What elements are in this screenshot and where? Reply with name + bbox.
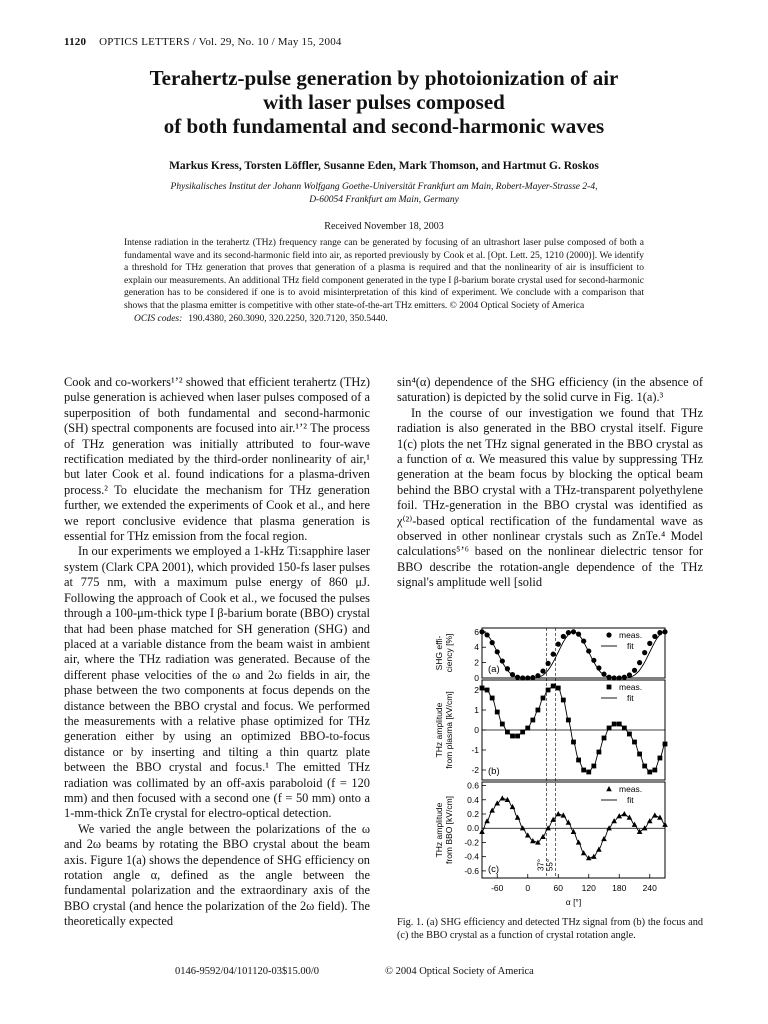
data-point: [495, 710, 500, 715]
data-point: [612, 722, 617, 727]
data-point: [591, 764, 596, 769]
abstract-text: Intense radiation in the terahertz (THz) frequency range can be generated by focusing of an ultrashort laser pulse composed of both a fundamental wave and its second-harmonic field into air, as reported previously by Cook et al. [Opt. Lett. 25, 1210 (2000)]. We identify a threshold for THz generation that proves that generation of a plasma is required and that the nonlinearity of air is insufficient to explain our measurements. An additional THz field component generated in the type I β-barium borate crystal used for second-harmonic generation has to be considered if one is to avoid misinterpretation of this kind of experiment. We conclude with a comparison that shows that the plasma emitter is competitive with other state-of-the-art THz emitters. © 2004 Optical Society of America: [124, 238, 644, 311]
data-point: [622, 811, 628, 816]
data-point: [536, 708, 541, 713]
data-point: [480, 686, 485, 691]
data-point: [652, 812, 658, 817]
y-axis-label: from plasma [kV/cm]: [444, 691, 454, 769]
legend-marker: [607, 685, 612, 690]
affiliation-line: Physikalisches Institut der Johann Wolfgang Goethe-Universität Frankfurt am Main, Robert-Mayer-Strasse 2-4,: [170, 182, 598, 192]
data-point: [617, 722, 622, 727]
data-point: [657, 630, 662, 635]
data-point: [515, 675, 520, 680]
paragraph: Cook and co-workers¹ʼ² showed that efficient terahertz (THz) pulse generation is achieved when laser pulses composed of a superposition of both fundamental and second-harmonic (SH) spectral components are focused into air.¹ʼ² The process of THz generation was initially attributed to four-wave rectification mediated by the third-order nonlinearity of air,¹ but later Cook et al. found indications for a plasma-driven process.² To elucidate the mechanism for THz generation further, we extended the experiments of Cook et al., and here we report conclusive evidence that plasma generation is essential for THz emission from the focal region.: [64, 375, 370, 544]
panel-tag: (c): [488, 864, 500, 875]
data-point: [479, 629, 484, 634]
data-point: [591, 658, 596, 663]
legend-label: fit: [627, 641, 634, 651]
data-point: [500, 722, 505, 727]
angle-mark-label: 37°: [536, 858, 546, 872]
affiliation-line: D-60054 Frankfurt am Main, Germany: [309, 195, 459, 205]
data-point: [586, 648, 591, 653]
data-point: [596, 665, 601, 670]
paragraph: sin⁴(α) dependence of the SHG efficiency (in the absence of saturation) is depicted by the solid curve in Fig. 1(a).³: [397, 375, 703, 405]
footer-copyright: © 2004 Optical Society of America: [385, 966, 534, 977]
data-point: [606, 675, 611, 680]
data-point: [540, 668, 545, 673]
legend-marker: [606, 632, 611, 637]
panel-tag: (a): [488, 664, 500, 675]
data-point: [556, 686, 561, 691]
y-tick-label: 0.6: [467, 780, 479, 791]
y-axis-label: from BBO [kV/cm]: [444, 795, 454, 865]
ocis-values: 190.4380, 260.3090, 320.2250, 320.7120, 350.5440.: [188, 313, 388, 324]
figure-1: [420, 620, 710, 910]
data-point: [581, 850, 587, 855]
data-point: [586, 770, 591, 775]
x-tick-label: 120: [581, 883, 596, 893]
data-point: [637, 660, 642, 665]
data-point: [551, 684, 556, 689]
x-tick-label: -60: [491, 883, 504, 893]
data-point: [602, 736, 607, 741]
panel-tag: (b): [488, 766, 500, 777]
y-axis-label: THz amplitude: [434, 702, 444, 758]
data-point: [601, 672, 606, 677]
data-point: [663, 742, 668, 747]
ocis-codes: [134, 313, 644, 326]
article-code: 0146-9592/04/101120-03$15.00/0: [175, 966, 319, 977]
legend-label: meas.: [619, 682, 643, 692]
data-point: [652, 768, 657, 773]
data-point: [490, 696, 495, 701]
paragraph: We varied the angle between the polarizations of the ω and 2ω beams by rotating the BBO crystal about the beam axis. Figure 1(a) shows the dependence of SHG efficiency on rotation angle α, defined as the angle between the fundamental polarization and the extraordinary axis of the BBO crystal (and hence the polarization of the 2ω field). The theoretically expected: [64, 821, 370, 929]
page-number: 1120: [64, 36, 87, 48]
y-axis-label: ciency [%]: [444, 633, 454, 673]
data-point: [485, 688, 490, 693]
data-point: [647, 770, 652, 775]
figure-1-plot: [420, 620, 710, 910]
y-tick-label: 0.0: [467, 823, 479, 834]
data-point: [632, 668, 637, 673]
abstract: [124, 237, 644, 325]
data-point: [525, 726, 530, 731]
data-point: [637, 752, 642, 757]
data-point: [505, 666, 510, 671]
data-point: [561, 698, 566, 703]
data-point: [530, 718, 535, 723]
left-column: [64, 375, 370, 930]
data-point: [515, 815, 521, 820]
y-tick-label: 6: [474, 626, 479, 637]
data-point: [642, 650, 647, 655]
y-axis-label: THz amplitude: [434, 802, 444, 858]
running-header: [64, 36, 342, 48]
right-column: [397, 375, 703, 591]
y-tick-label: 2: [474, 657, 479, 668]
data-point: [500, 795, 506, 800]
author-list: Markus Kress, Torsten Löffler, Susanne Eden, Mark Thomson, and Hartmut G. Roskos: [169, 160, 599, 172]
legend-label: meas.: [619, 630, 643, 640]
data-point: [571, 629, 576, 634]
data-point: [530, 675, 535, 680]
data-point: [658, 756, 663, 761]
y-tick-label: 2: [474, 685, 479, 695]
data-point: [484, 818, 490, 823]
data-point: [490, 640, 495, 645]
data-point: [576, 758, 581, 763]
data-point: [541, 696, 546, 701]
data-point: [596, 847, 602, 852]
x-tick-label: 180: [612, 883, 627, 893]
y-tick-label: 0.4: [467, 794, 479, 805]
received-date: Received November 18, 2003: [324, 221, 444, 232]
data-point: [556, 642, 561, 647]
y-tick-label: -0.4: [464, 851, 479, 862]
x-axis-label: α [°]: [565, 897, 582, 907]
data-point: [597, 750, 602, 755]
data-point: [652, 634, 657, 639]
angle-mark-label: 55°: [545, 858, 555, 872]
data-point: [622, 675, 627, 680]
y-tick-label: 0: [474, 725, 479, 735]
y-tick-label: -2: [471, 765, 479, 775]
data-point: [535, 673, 540, 678]
title-line: Terahertz-pulse generation by photoionization of air: [149, 66, 619, 90]
ocis-label: OCIS codes:: [134, 313, 183, 324]
title-line: with laser pulses composed: [263, 90, 505, 114]
data-point: [662, 629, 667, 634]
y-axis-label: SHG effi-: [434, 635, 444, 671]
data-point: [520, 825, 526, 830]
data-point: [632, 740, 637, 745]
y-tick-label: -0.6: [464, 865, 479, 876]
y-tick-label: -1: [471, 745, 479, 755]
data-point: [484, 632, 489, 637]
data-point: [571, 740, 576, 745]
data-point: [561, 634, 566, 639]
paragraph: In the course of our investigation we found that THz radiation is also generated in the BBO crystal itself. Figure 1(c) plots the net THz signal generated in the BBO crystal as a function of α. We measured this value by suppressing THz generation at the beam focus by blocking the optical beam behind the BBO crystal with a THz-transparent polyethylene foil. THz-generation in the BBO crystal was identified as χ⁽²⁾-based optical rectification of the fundamental wave as observed in other nonlinear crystals such as ZnTe.⁴ Model calculations⁵ʼ⁶ based on the nonlinear dielectric tensor for BBO describe the rotation-angle dependence of the THz signal's amplitude well [solid: [397, 405, 703, 590]
data-point: [520, 730, 525, 735]
paragraph: In our experiments we employed a 1-kHz Ti:sapphire laser system (Clark CPA 2001), which provided 150-fs laser pulses at 775 nm, with a maximum pulse energy of 860 μJ. Following the approach of Cook et al., we focused the pulses through a 100-μm-thick type I β-barium borate (BBO) crystal that had been phase matched for SH generation (SHG) and placed at a variable distance from the beam waist in ambient air, where the THz radiation was generated. Because of the different phase velocities of the ω and 2ω fields in air, the phase between the two components at focus depends on the distance between the BBO crystal and focus. We performed the measurements with a relative phase optimized for THz generation either by using an optimized BBO-to-focus distance or by inserting and tilting a thin quartz plate between the BBO crystal and focus.¹ The emitted THz radiation was collimated by an off-axis paraboloid (f = 120 mm) and then focused with a second one (f = 50 mm) onto a 1-mm-thick ZnTe crystal for electro-optical detection.: [64, 544, 370, 821]
data-point: [576, 632, 581, 637]
x-tick-label: 240: [642, 883, 657, 893]
data-point: [647, 641, 652, 646]
data-point: [581, 768, 586, 773]
data-point: [510, 672, 515, 677]
y-tick-label: 0: [474, 673, 479, 683]
data-point: [642, 764, 647, 769]
data-point: [566, 630, 571, 635]
data-point: [510, 734, 515, 739]
data-point: [607, 726, 612, 731]
data-point: [495, 649, 500, 654]
legend-marker: [606, 786, 612, 791]
article-title: [64, 66, 704, 138]
legend-label: fit: [627, 795, 634, 805]
data-point: [500, 658, 505, 663]
legend-label: fit: [627, 693, 634, 703]
data-point: [576, 839, 582, 844]
data-point: [581, 638, 586, 643]
data-point: [551, 652, 556, 657]
y-tick-label: 0.2: [467, 809, 479, 819]
data-point: [627, 732, 632, 737]
data-point: [627, 672, 632, 677]
x-tick-label: 60: [553, 883, 563, 893]
fit-curve: [482, 686, 665, 772]
title-line: of both fundamental and second-harmonic waves: [163, 114, 605, 138]
data-point: [555, 811, 561, 816]
y-tick-label: 1: [474, 705, 479, 715]
journal-line: OPTICS LETTERS / Vol. 29, No. 10 / May 15, 2004: [99, 36, 342, 48]
data-point: [505, 730, 510, 735]
data-point: [566, 718, 571, 723]
data-point: [515, 734, 520, 739]
legend-label: meas.: [619, 784, 643, 794]
data-point: [622, 726, 627, 731]
affiliation: [64, 181, 704, 207]
x-tick-label: 0: [525, 883, 531, 893]
data-point: [627, 815, 633, 820]
y-tick-label: 4: [474, 642, 479, 653]
y-tick-label: -0.2: [464, 837, 479, 848]
figure-caption: Fig. 1. (a) SHG efficiency and detected THz signal from (b) the focus and (c) the BBO crystal as a function of crystal rotation angle.: [397, 917, 703, 941]
